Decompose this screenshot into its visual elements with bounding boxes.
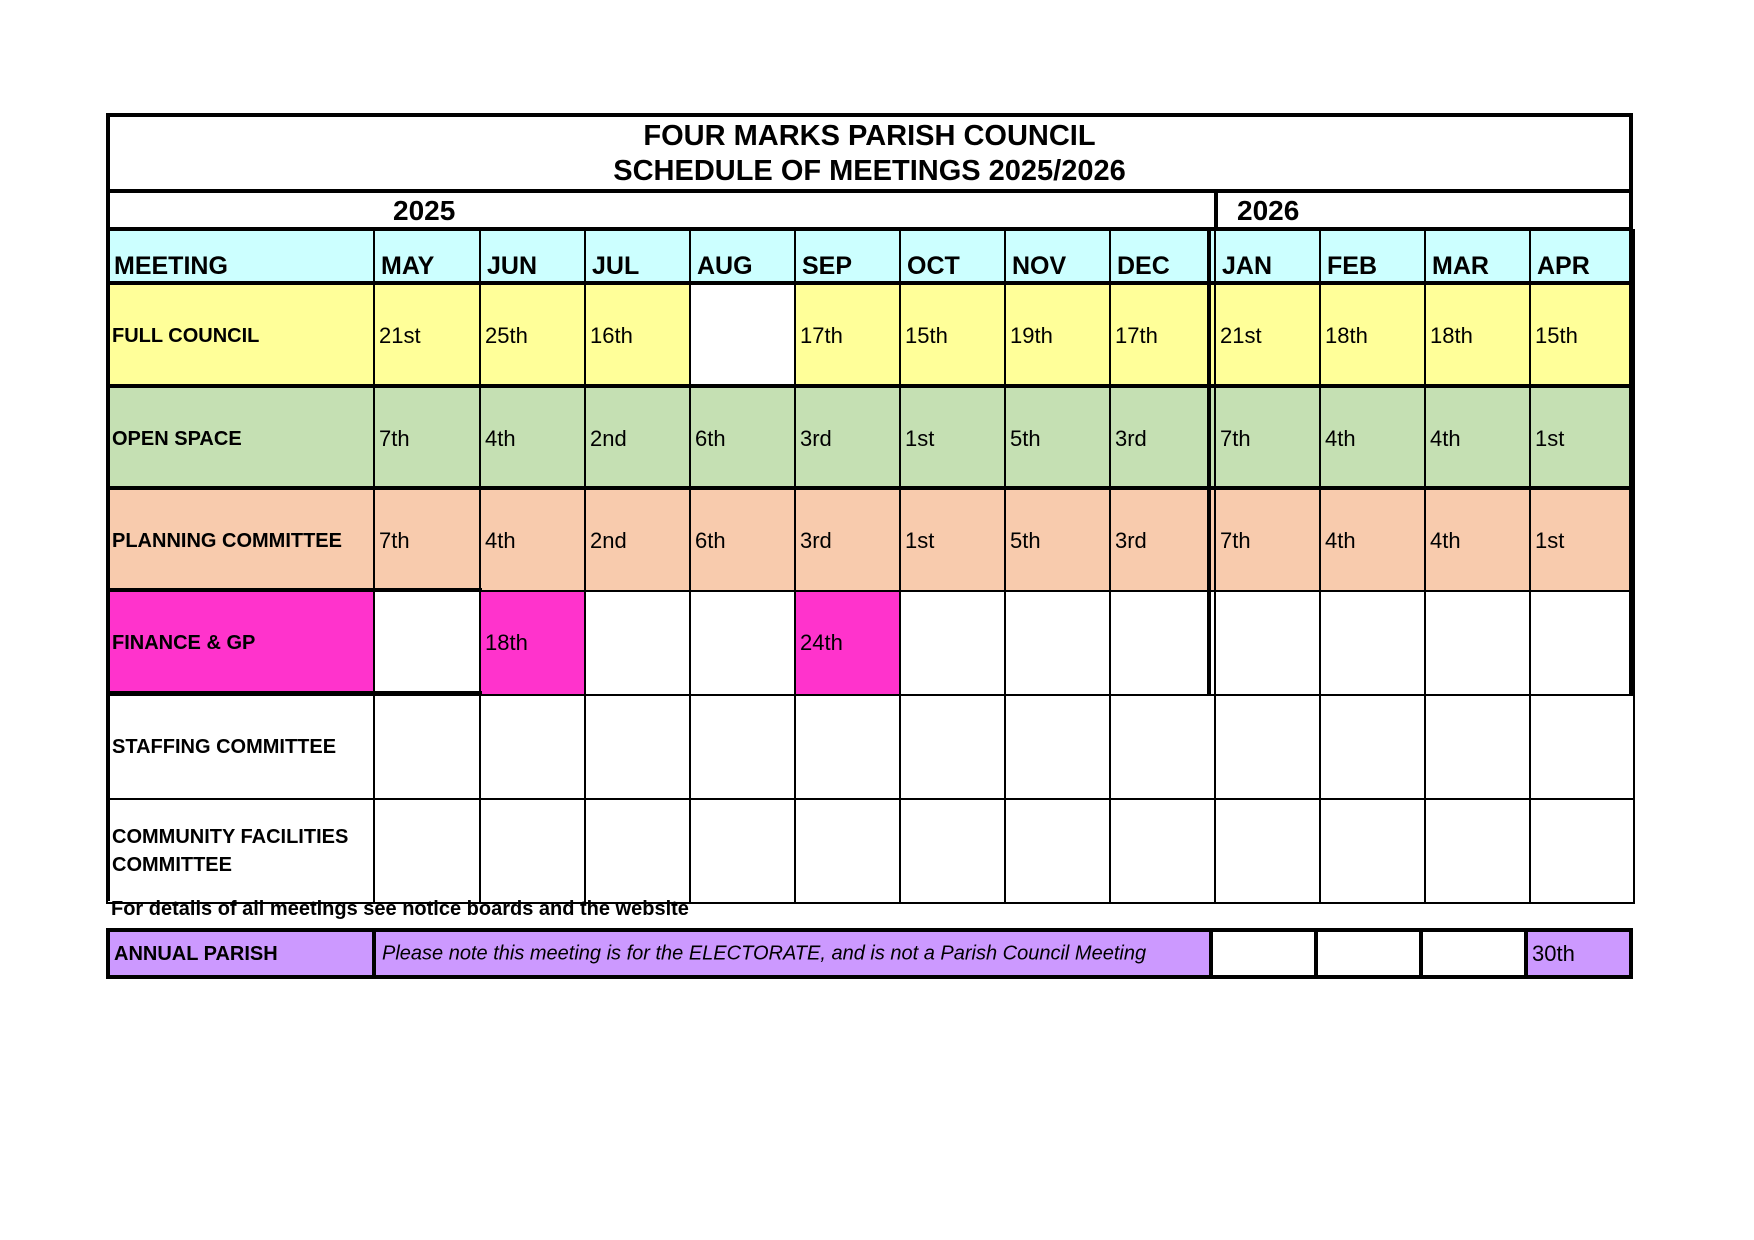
table-cell — [1004, 488, 1111, 594]
table-cell — [689, 798, 796, 904]
table-cell — [479, 283, 586, 389]
year-2026-label: 2026 — [1237, 195, 1300, 226]
header-month-jan — [1214, 229, 1321, 285]
cell-date: 4th — [1325, 426, 1356, 451]
table-cell — [689, 590, 796, 696]
table-cell — [373, 488, 481, 594]
cell-date: 4th — [485, 528, 516, 553]
cell-date: 2nd — [590, 426, 627, 451]
header-month-mar — [1424, 229, 1531, 285]
year-divider — [1214, 189, 1218, 231]
cell-date: 17th — [1115, 323, 1158, 348]
row-label-text — [112, 823, 348, 879]
table-cell — [1529, 283, 1635, 389]
row-label — [106, 283, 375, 389]
header-month-nov — [1004, 229, 1111, 285]
table-cell — [1529, 590, 1635, 696]
annual-parish-note-cell — [372, 928, 1213, 979]
table-cell — [1424, 488, 1531, 594]
table-cell — [1529, 694, 1635, 800]
table-cell — [1319, 386, 1426, 492]
header-month-label: FEB — [1327, 252, 1377, 280]
row-label-line: COMMUNITY FACILITIES — [112, 826, 349, 848]
cell-date: 5th — [1010, 528, 1041, 553]
header-month-feb — [1319, 229, 1426, 285]
cell-date: 3rd — [1115, 426, 1147, 451]
cell-date: 2nd — [590, 528, 627, 553]
year-bar — [106, 189, 1633, 231]
row-label-text: OPEN SPACE — [112, 428, 242, 450]
row-border-finance — [106, 691, 482, 694]
table-cell — [584, 798, 691, 904]
cell-date: 17th — [800, 323, 843, 348]
header-month-label: MAY — [381, 252, 435, 280]
table-cell — [373, 386, 481, 492]
cell-date: 18th — [1325, 323, 1368, 348]
cell-date: 3rd — [800, 528, 832, 553]
table-cell — [1109, 386, 1216, 492]
table-cell — [794, 798, 901, 904]
table-cell — [1214, 283, 1321, 389]
table-cell — [689, 386, 796, 492]
header-month-label: SEP — [802, 252, 853, 280]
row-label — [106, 694, 375, 800]
footnote: For details of all meetings see notice boards and the website — [111, 898, 689, 920]
table-cell — [584, 386, 691, 492]
row-label-text: STAFFING COMMITTEE — [112, 736, 337, 758]
table-cell — [899, 488, 1006, 594]
table-cell — [1424, 694, 1531, 800]
cell-date: 16th — [590, 323, 633, 348]
table-cell — [1004, 386, 1111, 492]
cell-date: 18th — [485, 630, 528, 655]
table-cell — [584, 590, 691, 696]
table-cell — [1214, 798, 1321, 904]
table-cell — [1109, 488, 1216, 594]
table-cell — [899, 798, 1006, 904]
cell-date: 5th — [1010, 426, 1041, 451]
table-cell — [794, 590, 901, 696]
cell-date: 4th — [1430, 426, 1461, 451]
table-cell — [373, 694, 481, 800]
table-cell — [1004, 283, 1111, 389]
annual-parish-label: ANNUAL PARISH — [114, 942, 278, 965]
cell-date: 4th — [485, 426, 516, 451]
header-month-label: AUG — [697, 252, 753, 280]
header-month-label: JUN — [487, 252, 538, 280]
header-month-may — [373, 229, 481, 285]
header-meeting — [106, 229, 375, 285]
table-cell — [689, 488, 796, 594]
table-cell — [1424, 386, 1531, 492]
table-cell — [479, 386, 586, 492]
cell-date: 4th — [1325, 528, 1356, 553]
table-cell — [1529, 488, 1635, 594]
table-cell — [584, 694, 691, 800]
table-cell — [1004, 590, 1111, 696]
row-label — [106, 386, 375, 492]
table-cell — [1319, 590, 1426, 696]
table-cell — [479, 488, 586, 594]
cell-date: 25th — [485, 323, 528, 348]
table-cell — [899, 590, 1006, 696]
header-month-aug — [689, 229, 796, 285]
table-cell — [899, 283, 1006, 389]
annual-parish-note: Please note this meeting is for the ELECTORATE, and is not a Parish Council Meeting — [382, 942, 1147, 964]
cell-date: 7th — [1220, 528, 1251, 553]
cell-date: 15th — [1535, 323, 1578, 348]
table-cell — [1319, 798, 1426, 904]
table-cell — [1424, 590, 1531, 696]
table-cell — [1214, 488, 1321, 594]
table-cell — [1424, 283, 1531, 389]
table-cell — [1319, 283, 1426, 389]
schedule-heading: SCHEDULE OF MEETINGS 2025/2026 — [613, 155, 1126, 187]
cell-date: 18th — [1430, 323, 1473, 348]
cell-date: 1st — [905, 426, 935, 451]
header-month-label: MAR — [1432, 252, 1489, 280]
table-cell — [373, 590, 481, 696]
annual-parish-cell — [1209, 928, 1318, 979]
cell-date: 7th — [379, 528, 410, 553]
row-label-text: FINANCE & GP — [112, 632, 256, 654]
row-label — [106, 488, 375, 594]
cell-date: 1st — [905, 528, 935, 553]
table-cell — [1004, 798, 1111, 904]
header-month-jul — [584, 229, 691, 285]
table-cell — [373, 798, 481, 904]
header-month-apr — [1529, 229, 1635, 285]
cell-date: 4th — [1430, 528, 1461, 553]
table-cell — [794, 283, 901, 389]
header-month-label: OCT — [907, 252, 960, 280]
table-cell — [584, 283, 691, 389]
annual-parish-cell — [1314, 928, 1423, 979]
table-cell — [1214, 590, 1321, 696]
table-cell — [794, 694, 901, 800]
table-cell — [1214, 694, 1321, 800]
row-label-text: PLANNING COMMITTEE — [112, 530, 342, 552]
cell-date: 19th — [1010, 323, 1053, 348]
header-month-oct — [899, 229, 1006, 285]
year-2025-label: 2025 — [393, 195, 456, 226]
table-cell — [479, 590, 586, 696]
table-cell — [1109, 590, 1216, 696]
annual-parish-cell — [1419, 928, 1528, 979]
row-border-planning — [106, 588, 482, 591]
table-cell — [1424, 798, 1531, 904]
cell-date: 21st — [379, 323, 421, 348]
cell-date: 3rd — [800, 426, 832, 451]
table-cell — [689, 694, 796, 800]
row-label — [106, 590, 375, 696]
table-cell — [689, 283, 796, 389]
table-border-left — [106, 229, 110, 901]
table-cell — [1529, 798, 1635, 904]
cell-date: 7th — [379, 426, 410, 451]
annual-parish-date: 30th — [1532, 940, 1575, 966]
table-cell — [1109, 283, 1216, 389]
row-border-full-council — [106, 384, 1633, 388]
year-divider-line — [1207, 229, 1211, 695]
row-label-line: COMMITTEE — [112, 854, 232, 876]
header-meeting-label: MEETING — [114, 252, 228, 280]
schedule-title — [106, 113, 1633, 191]
annual-parish-label-cell — [106, 928, 376, 979]
table-cell — [899, 694, 1006, 800]
table-cell — [1319, 694, 1426, 800]
row-border-open-space — [106, 486, 1633, 490]
row-label — [106, 798, 375, 904]
header-month-label: APR — [1537, 252, 1590, 280]
row-label-text: FULL COUNCIL — [112, 325, 260, 347]
table-cell — [584, 488, 691, 594]
cell-date: 1st — [1535, 528, 1565, 553]
table-cell — [1004, 694, 1111, 800]
cell-date: 7th — [1220, 426, 1251, 451]
cell-date: 6th — [695, 528, 726, 553]
header-month-label: DEC — [1117, 252, 1170, 280]
table-cell — [1109, 798, 1216, 904]
header-month-dec — [1109, 229, 1216, 285]
annual-parish-cell — [1524, 928, 1633, 979]
table-cell — [373, 283, 481, 389]
table-cell — [794, 386, 901, 492]
cell-date: 15th — [905, 323, 948, 348]
cell-date: 21st — [1220, 323, 1262, 348]
header-month-sep — [794, 229, 901, 285]
table-cell — [479, 694, 586, 800]
cell-date: 6th — [695, 426, 726, 451]
table-cell — [479, 798, 586, 904]
table-border-right — [1629, 229, 1633, 695]
table-cell — [1214, 386, 1321, 492]
header-month-jun — [479, 229, 586, 285]
header-month-label: JUL — [592, 252, 640, 280]
table-cell — [899, 386, 1006, 492]
table-cell — [1319, 488, 1426, 594]
header-month-label: JAN — [1222, 252, 1273, 280]
header-month-label: NOV — [1012, 252, 1067, 280]
header-bottom-border — [106, 281, 1633, 285]
cell-date: 1st — [1535, 426, 1565, 451]
council-name: FOUR MARKS PARISH COUNCIL — [643, 120, 1096, 152]
cell-date: 3rd — [1115, 528, 1147, 553]
table-cell — [1529, 386, 1635, 492]
cell-date: 24th — [800, 630, 843, 655]
table-cell — [794, 488, 901, 594]
table-cell — [1109, 694, 1216, 800]
